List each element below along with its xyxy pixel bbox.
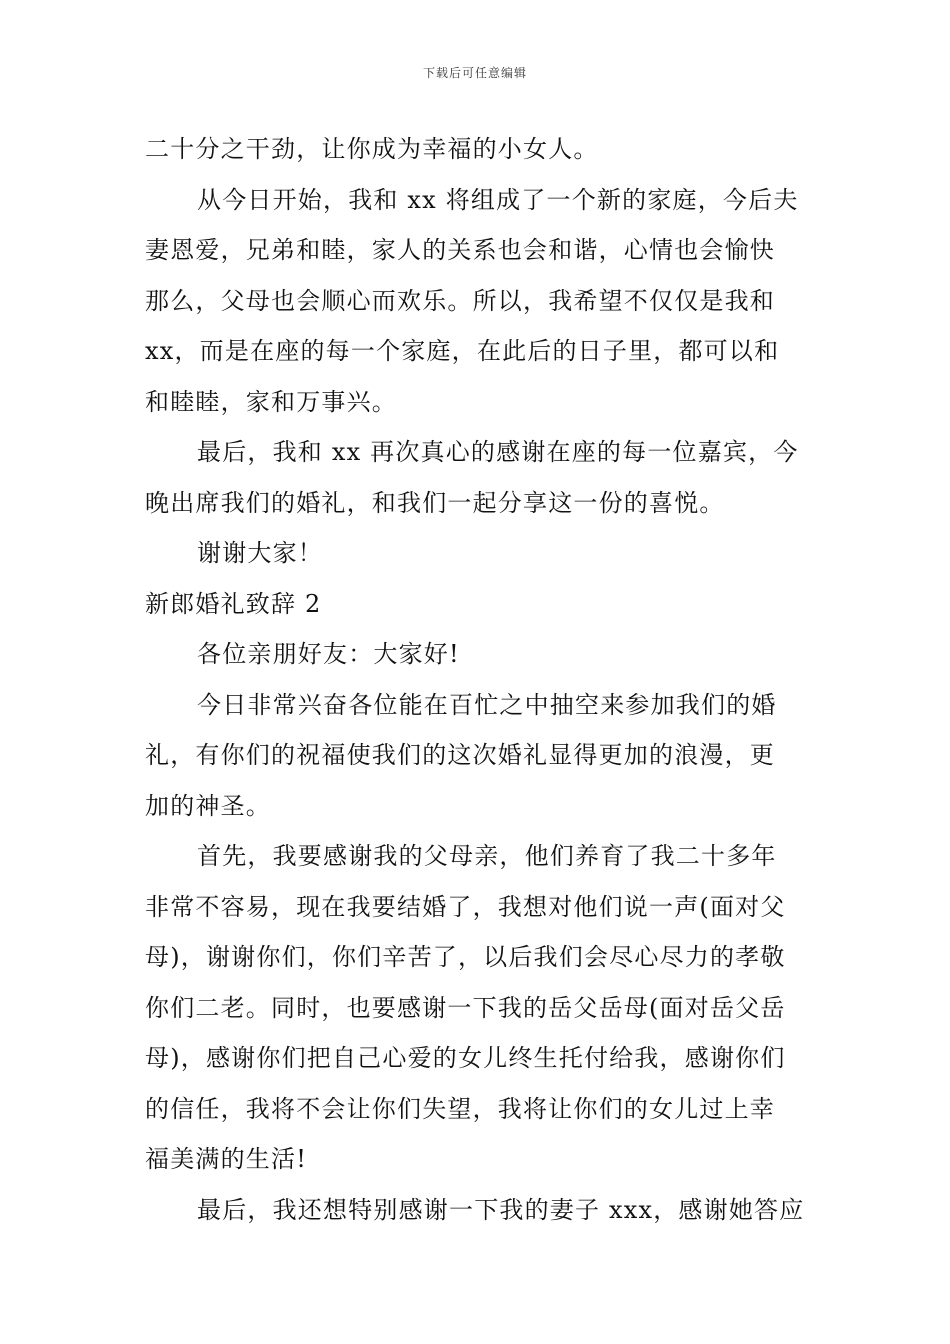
- text-line: 那么，父母也会顺心而欢乐。所以，我希望不仅仅是我和: [145, 286, 775, 315]
- text-line: 礼，有你们的祝福使我们的这次婚礼显得更加的浪漫，更: [145, 741, 775, 769]
- text-line: 晚出席我们的婚礼，和我们一起分享这一份的喜悦。: [145, 488, 725, 517]
- document-body: [145, 124, 807, 1235]
- paragraph-start-line: 从今日开始，我和 xx 将组成了一个新的家庭，今后夫: [197, 185, 799, 214]
- text-line: 妻恩爱，兄弟和睦，家人的关系也会和谐，心情也会愉快: [145, 236, 775, 264]
- text-line: 和睦睦，家和万事兴。: [145, 387, 397, 416]
- text-line: 母)，感谢你们把自己心爱的女儿终生托付给我，感谢你们: [145, 1044, 786, 1072]
- text-line: 母)，谢谢你们，你们辛苦了，以后我们会尽心尽力的孝敬: [145, 943, 786, 971]
- text-line: 二十分之干劲，让你成为幸福的小女人。: [145, 135, 599, 163]
- paragraph-start-line: 首先，我要感谢我的父母亲，他们养育了我二十多年: [197, 842, 777, 870]
- paragraph-start-line: 今日非常兴奋各位能在百忙之中抽空来参加我们的婚: [197, 690, 777, 719]
- paragraph-start-line: 最后，我和 xx 再次真心的感谢在座的每一位嘉宾，今: [197, 438, 799, 466]
- text-line: 你们二老。同时，也要感谢一下我的岳父岳母(面对岳父岳: [145, 993, 786, 1022]
- page-header-note: 下载后可任意编辑: [422, 66, 527, 80]
- text-line: 福美满的生活!: [145, 1145, 308, 1173]
- section-title: 新郎婚礼致辞 2: [145, 589, 322, 618]
- paragraph-start-line: 最后，我还想特别感谢一下我的妻子 xxx，感谢她答应: [197, 1195, 805, 1224]
- text-line: 非常不容易，现在我要结婚了，我想对他们说一声(面对父: [145, 892, 786, 921]
- thanks-line: 谢谢大家！: [197, 539, 323, 567]
- greeting-line: 各位亲朋好友：大家好!: [197, 640, 460, 668]
- text-line: 的信任，我将不会让你们失望，我将让你们的女儿过上幸: [145, 1094, 775, 1123]
- text-line: 加的神圣。: [145, 791, 271, 820]
- text-line: xx，而是在座的每一个家庭，在此后的日子里，都可以和: [145, 337, 780, 365]
